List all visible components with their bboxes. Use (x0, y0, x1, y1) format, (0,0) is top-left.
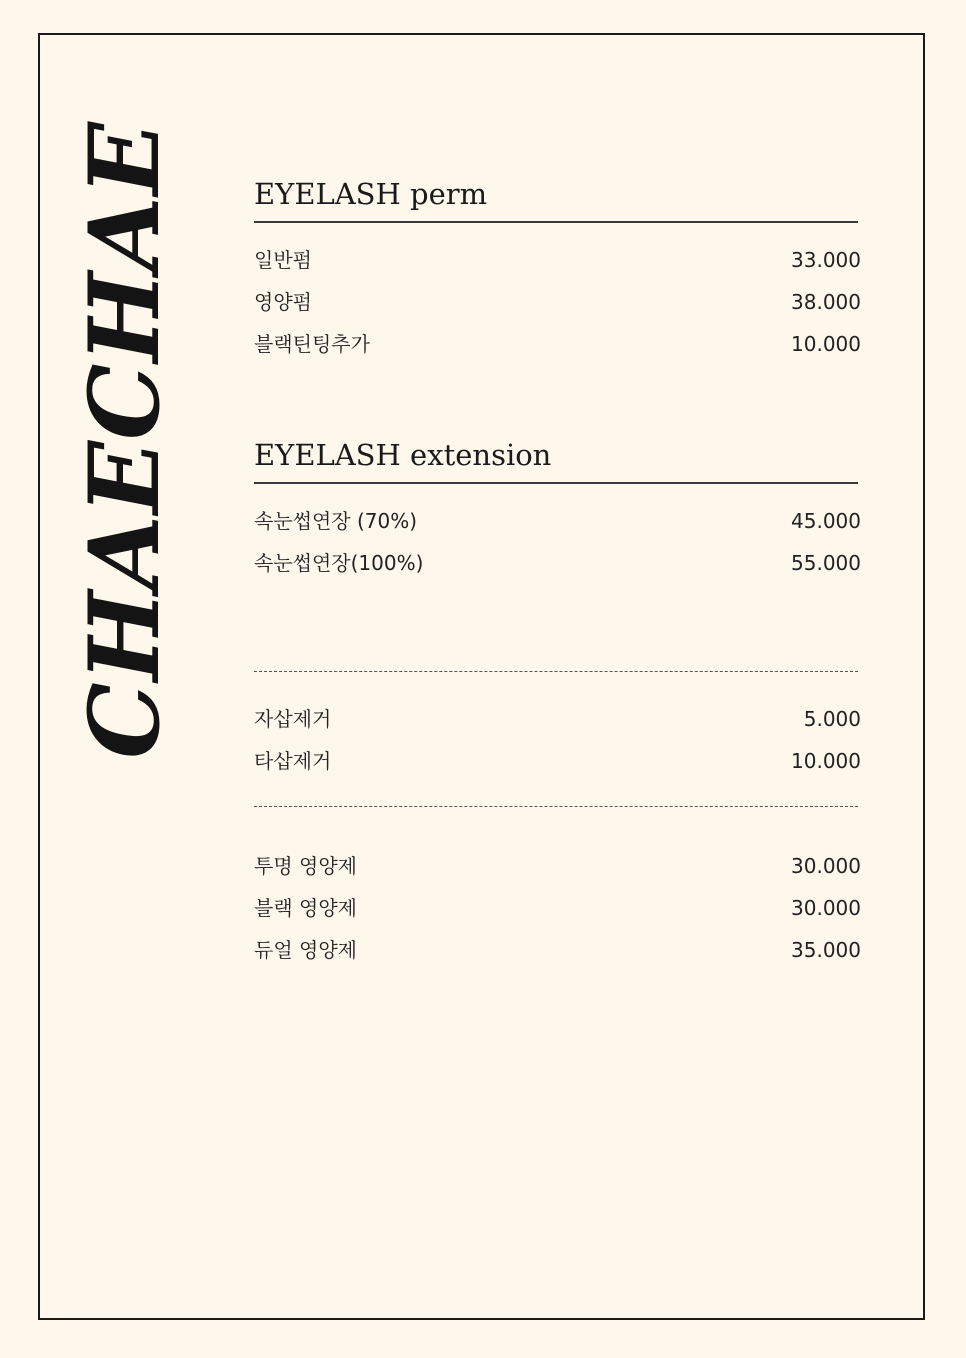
item-name: 속눈썹연장(100%) (254, 551, 424, 575)
brand-title: CHAECHAE (68, 121, 181, 759)
price-row (254, 749, 861, 773)
dashed-divider (254, 806, 858, 807)
item-name: 타삽제거 (254, 749, 332, 773)
price-row (254, 854, 861, 878)
price-row (254, 938, 861, 962)
item-name: 일반펌 (254, 248, 312, 272)
item-name: 블랙틴팅추가 (254, 332, 370, 356)
item-price: 38.000 (791, 290, 861, 314)
item-price: 10.000 (791, 332, 861, 356)
item-name: 투명 영양제 (254, 854, 357, 878)
item-name: 블랙 영양제 (254, 896, 357, 920)
item-price: 5.000 (803, 707, 861, 731)
extension-section-title: EYELASH extension (254, 441, 858, 484)
dashed-divider (254, 671, 858, 672)
item-name: 영양펌 (254, 290, 312, 314)
item-price: 55.000 (791, 551, 861, 575)
price-row (254, 509, 861, 533)
price-row (254, 332, 861, 356)
price-row (254, 896, 861, 920)
item-price: 45.000 (791, 509, 861, 533)
item-price: 35.000 (791, 938, 861, 962)
item-price: 30.000 (791, 896, 861, 920)
price-row (254, 248, 861, 272)
price-row (254, 707, 861, 731)
item-price: 33.000 (791, 248, 861, 272)
item-price: 30.000 (791, 854, 861, 878)
perm-section-title: EYELASH perm (254, 180, 858, 223)
item-name: 속눈썹연장 (70%) (254, 509, 418, 533)
price-row (254, 290, 861, 314)
item-name: 듀얼 영양제 (254, 938, 357, 962)
price-row (254, 551, 861, 575)
item-price: 10.000 (791, 749, 861, 773)
item-name: 자삽제거 (254, 707, 332, 731)
